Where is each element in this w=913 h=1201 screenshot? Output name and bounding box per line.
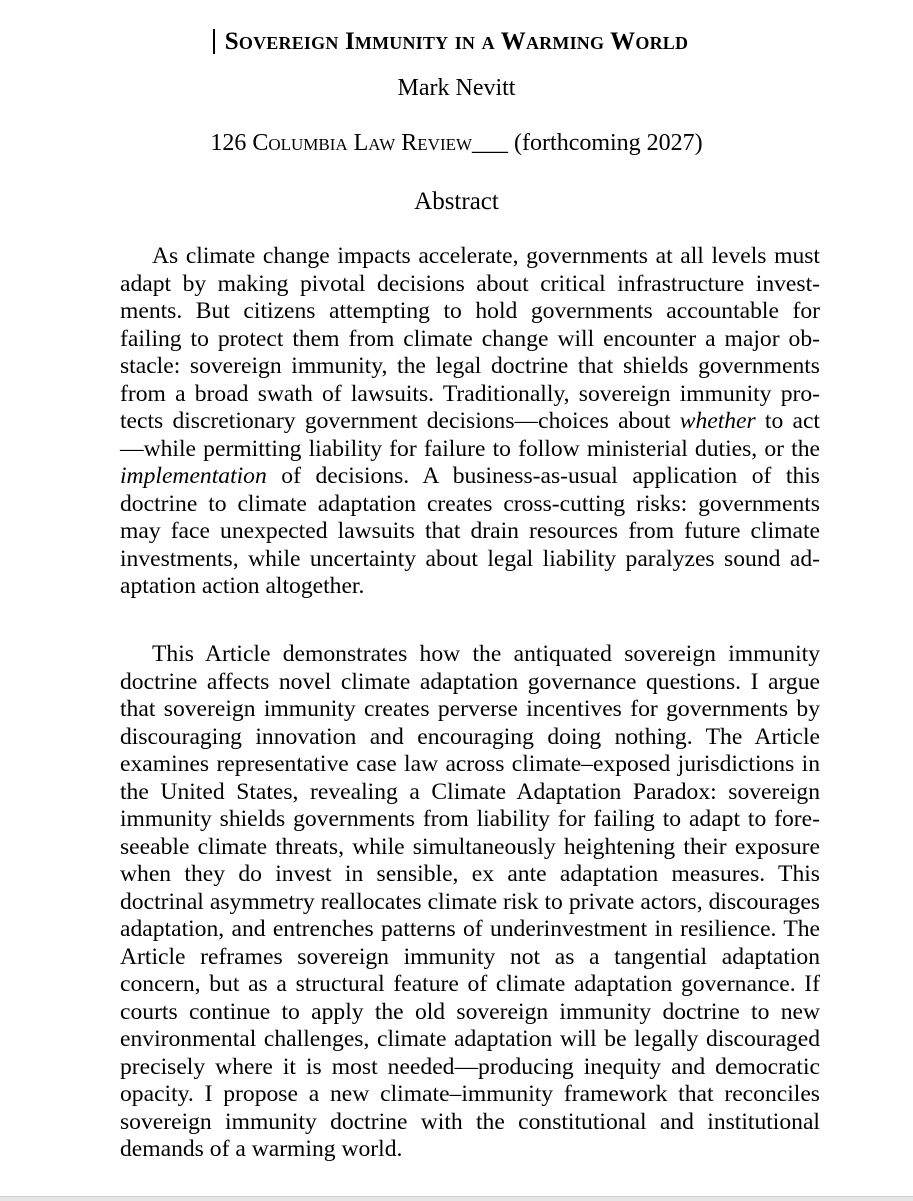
citation-line bbox=[0, 128, 913, 158]
abstract-p1-text-a: As climate change impacts accelerate, governments at all levels must adapt by making pivotal decisions about critical infrastructure investments. But citizens attempting to hold governments accountable for failing to protect them from climate change will encounter a major obstacle: sovereign immunity, the legal doctrine that shields governments from a broad swath of lawsuits. Traditionally, sovereign immunity protects discretionary government decisions—choices about bbox=[120, 243, 820, 434]
paper-title: Sovereign Immunity in a Warming World bbox=[224, 28, 689, 55]
page-bottom-divider bbox=[0, 1196, 913, 1201]
abstract-p1-emphasis-implementation: implementation bbox=[120, 463, 267, 489]
citation-journal: Columbia Law Review bbox=[252, 130, 473, 156]
abstract-heading: Abstract bbox=[414, 188, 499, 215]
abstract-p1-text-c: of decisions. A business-as-usual application of this doctrine to climate adaptation creates cross-cutting risks: governments may face unexpected lawsuits that drain resources from future climate investments, while uncertainty about legal liability paralyzes sound adaptation action altogether. bbox=[120, 463, 820, 599]
abstract-paragraph-1 bbox=[120, 243, 820, 601]
abstract-paragraph-2: This Article demonstrates how the antiquated sovereign immunity doctrine affects novel climate adaptation governance questions. I argue that sovereign immunity creates perverse incentives for governments by discouraging innovation and encouraging doing nothing. The Article examines representative case law across climate–exposed jurisdictions in the United States, revealing a Climate Adaptation Paradox: sovereign immunity shields governments from liability for failing to adapt to foreseeable climate threats, while simultaneously heightening their exposure when they do invest in sensible, ex ante adaptation measures. This doctrinal asymmetry reallocates climate risk to private actors, discourages adaptation, and entrenches patterns of underinvestment in resilience. The Article reframes sovereign immunity not as a tangential adaptation concern, but as a structural feature of climate adaptation governance. If courts continue to apply the old sovereign immunity doctrine to new environmental challenges, climate adaptation will be legally discouraged precisely where it is most needed—producing inequity and democratic opacity. I propose a new climate–immunity framework that reconciles sovereign immunity doctrine with the constitutional and institutional demands of a warming world. bbox=[120, 641, 820, 1162]
author-name: Mark Nevitt bbox=[397, 75, 516, 101]
citation-volume: 126 bbox=[210, 130, 247, 156]
citation-blank: ___ bbox=[472, 130, 509, 156]
abstract-p1-text-b: to act—while permitting liability for failure to follow ministerial duties, or the bbox=[120, 408, 820, 462]
citation-status: (forthcoming 2027) bbox=[514, 130, 703, 156]
abstract-p1-emphasis-whether: whether bbox=[679, 408, 756, 434]
